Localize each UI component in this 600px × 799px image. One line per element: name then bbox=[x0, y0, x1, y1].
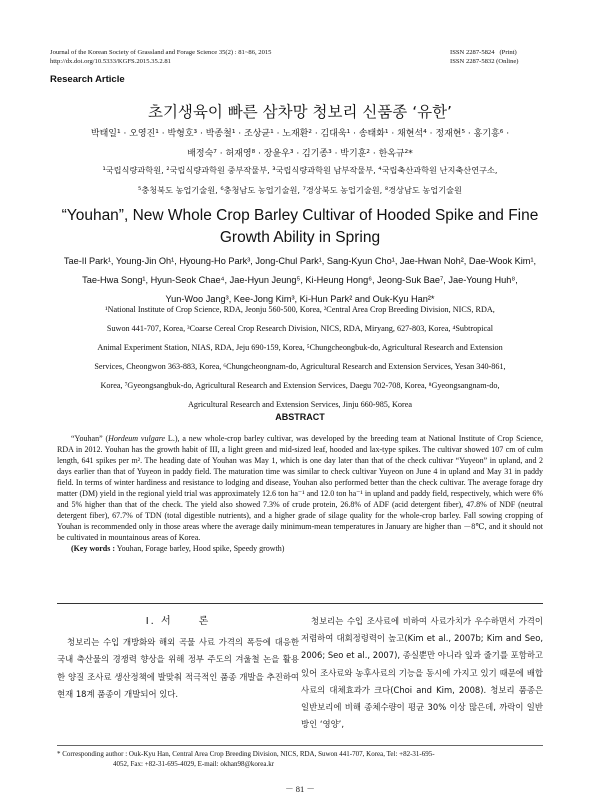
corresponding-footnote bbox=[57, 749, 543, 769]
abstract-divider bbox=[57, 603, 543, 604]
korean-authors bbox=[40, 124, 560, 164]
abstract-paragraph bbox=[57, 433, 543, 543]
english-affil-line5: Korea, ⁷Gyeongsangbuk-do, Agricultural Research and Extension Services, Daegu 702-708, Korea, ⁸Gyeongsangnam-do, bbox=[100, 381, 500, 390]
research-type: Research Article bbox=[50, 74, 125, 85]
english-authors-line1: Tae-Il Park¹, Young-Jin Oh¹, Hyoung-Ho Park³, Jong-Chul Park¹, Sang-Kyun Cho¹, Jae-Hwan Noh², Dae-Wook Kim¹, bbox=[63, 256, 537, 266]
english-title-line2: Growth Ability in Spring bbox=[219, 229, 381, 246]
english-affil-line3: Animal Experiment Station, NIAS, RDA, Jeju 690-159, Korea, ⁵Chungcheongbuk-do, Agricultural Research and Extension bbox=[97, 343, 503, 352]
footnote-divider bbox=[57, 745, 543, 746]
issn-online: ISSN 2287-5832 (Online) bbox=[450, 58, 519, 65]
intro-paragraph-left: 청보리는 수입 개방화와 해외 곡물 사료 가격의 폭등에 대응한 국내 축산물의 경쟁력 향상을 위해 정부 주도의 겨울철 논을 활용한 양질 조사료 생산정책에 발맞춰 적극적인 품종 개발을 추진하여 현재 18계 품종이 개발되어 있다. bbox=[57, 637, 299, 699]
keywords-label: (Key words : bbox=[71, 544, 115, 553]
korean-affil-line2: ⁵충청북도 농업기술원, ⁶충청남도 농업기술원, ⁷경상북도 농업기술원, ⁸경상남도 농업기술원 bbox=[138, 185, 462, 195]
abstract-species: Hordeum vulgare bbox=[108, 434, 166, 443]
issn-block bbox=[450, 48, 519, 66]
doi-line: http://dx.doi.org/10.5333/KGFS.2015.35.2.81 bbox=[50, 58, 171, 65]
abstract-intro: “Youhan” ( bbox=[71, 434, 109, 443]
english-affil-line2: Suwon 441-707, Korea, ³Coarse Cereal Crop Research Division, NICS, RDA, Miryang, 627-803, Korea, ⁴Subtropical bbox=[106, 324, 494, 333]
intro-paragraph-right: 청보리는 수입 조사료에 비하여 사료가치가 우수하면서 가격이 저렴하여 대회정령력이 높고(Kim et al., 2007b; Kim and Seo, 2006; Seo et al., 2007), 종실뿐만 아니라 잎과 줄기를 포함하고 있어 조사료와 농후사료의 기능을 동시에 가지고 있기 때문에 배합사료의 대체효과가 크다(Choi and Kim, 2008). 청보리 품종은 일반보리에 비해 종체수량이 평균 30% 이상 많은데, 까락이 일반방인 ‘영양’, bbox=[301, 616, 543, 730]
english-affil-line6: Agricultural Research and Extension Services, Jinju 660-985, Korea bbox=[188, 400, 412, 409]
section-title-introduction: Ⅰ. 서 론 bbox=[145, 616, 211, 627]
keywords-list: Youhan, Forage barley, Hood spike, Speedy growth) bbox=[115, 544, 285, 553]
journal-header bbox=[50, 48, 271, 66]
page-number: － 81 － bbox=[285, 784, 315, 794]
korean-affiliations bbox=[40, 160, 560, 200]
english-affiliations bbox=[40, 300, 560, 414]
journal-line: Journal of the Korean Society of Grassland and Forage Science 35(2) : 81~86, 2015 bbox=[50, 49, 272, 56]
keywords bbox=[57, 543, 543, 554]
english-affil-line1: ¹National Institute of Crop Science, RDA, Jeonju 560-500, Korea, ²Central Area Crop Breeding Division, NICS, RDA, bbox=[105, 305, 495, 314]
abstract-body bbox=[57, 433, 543, 554]
body-right-column bbox=[301, 613, 543, 733]
english-title bbox=[40, 205, 560, 249]
abstract-heading: ABSTRACT bbox=[275, 412, 325, 422]
footnote-line2: 4052, Fax: +82-31-695-4029, E-mail: okhan98@korea.kr bbox=[113, 760, 275, 768]
english-affil-line4: Services, Cheongwon 363-883, Korea, ⁶Chungcheongnam-do, Agricultural Research and Extension Services, Yesan 340-861, bbox=[94, 362, 506, 371]
english-authors-line2: Tae-Hwa Song¹, Hyun-Seok Chae⁴, Jae-Hyun Jeung⁵, Ki-Heung Hong⁶, Jeong-Suk Bae⁷, Jae-Young Huh⁸, bbox=[82, 275, 518, 285]
footnote-line1: * Corresponding author : Ouk-Kyu Han, Central Area Crop Breeding Division, NICS, RDA, Suwon 441-707, Korea, Tel: +82-31-695- bbox=[57, 750, 435, 758]
korean-affil-line1: ¹국립식량과학원, ²국립식량과학원 중부작물부, ³국립식량과학원 남부작물부, ⁴국립축산과학원 난지축산연구소, bbox=[102, 165, 498, 175]
issn-print: ISSN 2287-5824 (Print) bbox=[450, 49, 517, 56]
abstract-text: L.), a new whole-crop barley cultivar, was developed by the breeding team at National Institute of Crop Science, RDA in 2012. Youhan has the growth habit of III, a light green and mid-sized leaf, hooded and lax-type spikes. The cultivar showed 107 cm of culm length, 641 spikes per m². The heading date of Youhan was May 1, which is one day later than that of the check cultivar “Yuyeon” in upland, and 2 days earlier than that of Yuyeon in paddy field. The maturation time was similar to check cultivar Yuyeon on June 4 in upland and May 31 in paddy field. In terms of winter hardiness and resistance to lodging and disease, Youhan also performed better than the check cultivar. The average forage dry matter (DM) yield in the regional yield trial was approximately 12.6 ton ha⁻¹ and 12.0 ton ha⁻¹ in upland and paddy field, respectively, which were 6% and 5% higher than that of the check. The yield also showed 7.3% of crude protein, 26.8% of ADF (acid detergent fiber), 47.8% of NDF (neutral detergent fiber), 67.7% of TDN (total digestible nutrients), and a higher grade of silage quality for the whole-crop barley. Fall sowing cropping of Youhan is recommended only in those areas where the average daily minimum-mean temperatures in January are higher than －8℃, and it should not be cultivated in mountainous areas of Korea. bbox=[57, 434, 544, 542]
english-authors-line3: Yun-Woo Jang³, Kee-Jong Kim³, Ki-Hun Park² and Ouk-Kyu Han²* bbox=[165, 294, 435, 304]
korean-authors-line2: 배정숙⁷ · 허재영⁸ · 장윤우³ · 김기종³ · 박기훈² · 한옥규²* bbox=[187, 149, 413, 159]
korean-title: 초기생육이 빠른 삼차망 청보리 신품종 ‘유한’ bbox=[147, 103, 452, 121]
body-left-column bbox=[57, 613, 299, 703]
english-title-line1: “Youhan”, New Whole Crop Barley Cultivar of Hooded Spike and Fine bbox=[61, 207, 539, 224]
korean-authors-line1: 박태일¹ · 오영진¹ · 박형호³ · 박종철¹ · 조상균¹ · 노재환² · 김대욱¹ · 송태화¹ · 채현석⁴ · 정재현⁵ · 홍기흥⁶ · bbox=[90, 129, 510, 139]
